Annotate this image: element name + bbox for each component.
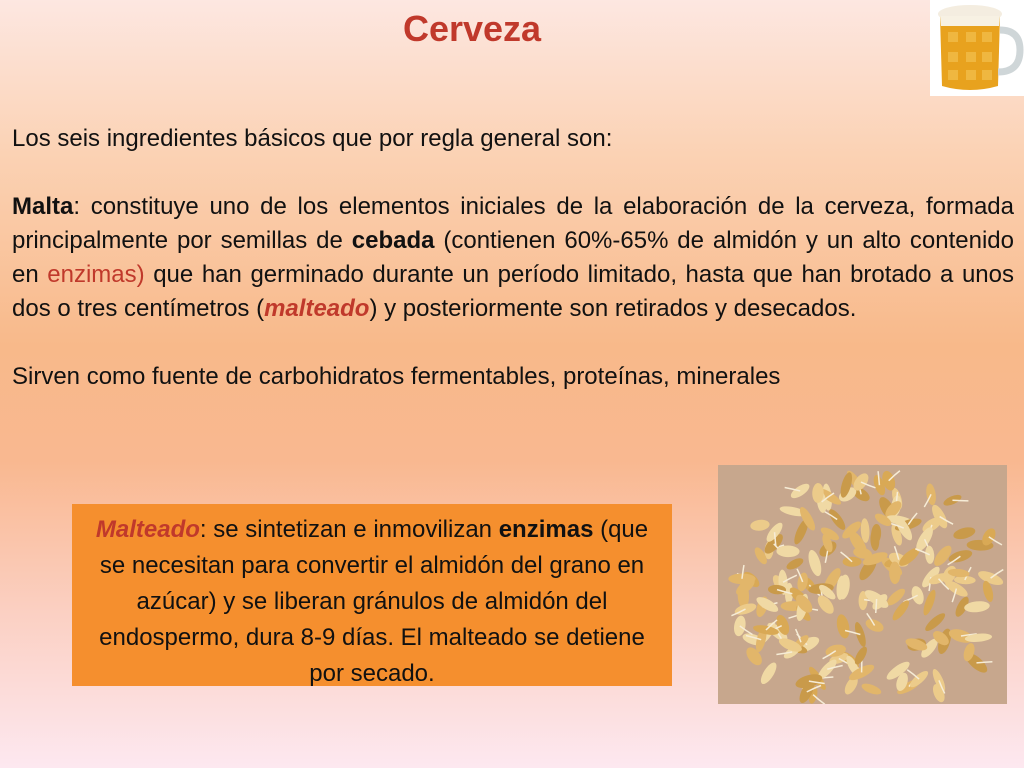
malteado-box: [72, 504, 672, 686]
malta-text-3: que han germinado durante un período limitado, hasta que han brotado a unos dos o tres centímetros (: [12, 261, 1014, 322]
slide-title: Cerveza: [402, 8, 542, 49]
box-text-1: : se sintetizan e inmovilizan: [199, 516, 499, 543]
box-malteado-term: Malteado: [95, 516, 200, 543]
cebada-term: cebada: [351, 227, 435, 254]
intro-text: Los seis ingredientes básicos que por regla general son:: [12, 125, 613, 152]
malt-grains-photo: [718, 465, 1007, 704]
box-enzimas-term: enzimas: [498, 516, 594, 543]
malteado-term: malteado: [264, 295, 370, 322]
slide-body: [12, 122, 1014, 394]
malta-text-4: ) y posteriormente son retirados y desecados.: [369, 295, 857, 322]
beer-mug-icon: [930, 0, 1024, 96]
sirven-text: Sirven como fuente de carbohidratos fermentables, proteínas, minerales: [12, 363, 781, 390]
box-text-2: (que se necesitan para convertir el almidón del grano en azúcar) y se liberan gránulos de almidón del endospermo, dura 8-9 días. El malteado se detiene por secado.: [99, 516, 649, 687]
malta-term: Malta: [12, 193, 74, 220]
malta-paragraph: [12, 190, 1014, 326]
enzimas-term: enzimas): [47, 261, 145, 288]
malta-text-2: (contienen 60%-65% de almidón y un alto contenido en: [12, 227, 1015, 288]
malta-text-1: : constituye uno de los elementos iniciales de la elaboración de la cerveza, formada principalmente por semillas de: [12, 193, 1014, 254]
